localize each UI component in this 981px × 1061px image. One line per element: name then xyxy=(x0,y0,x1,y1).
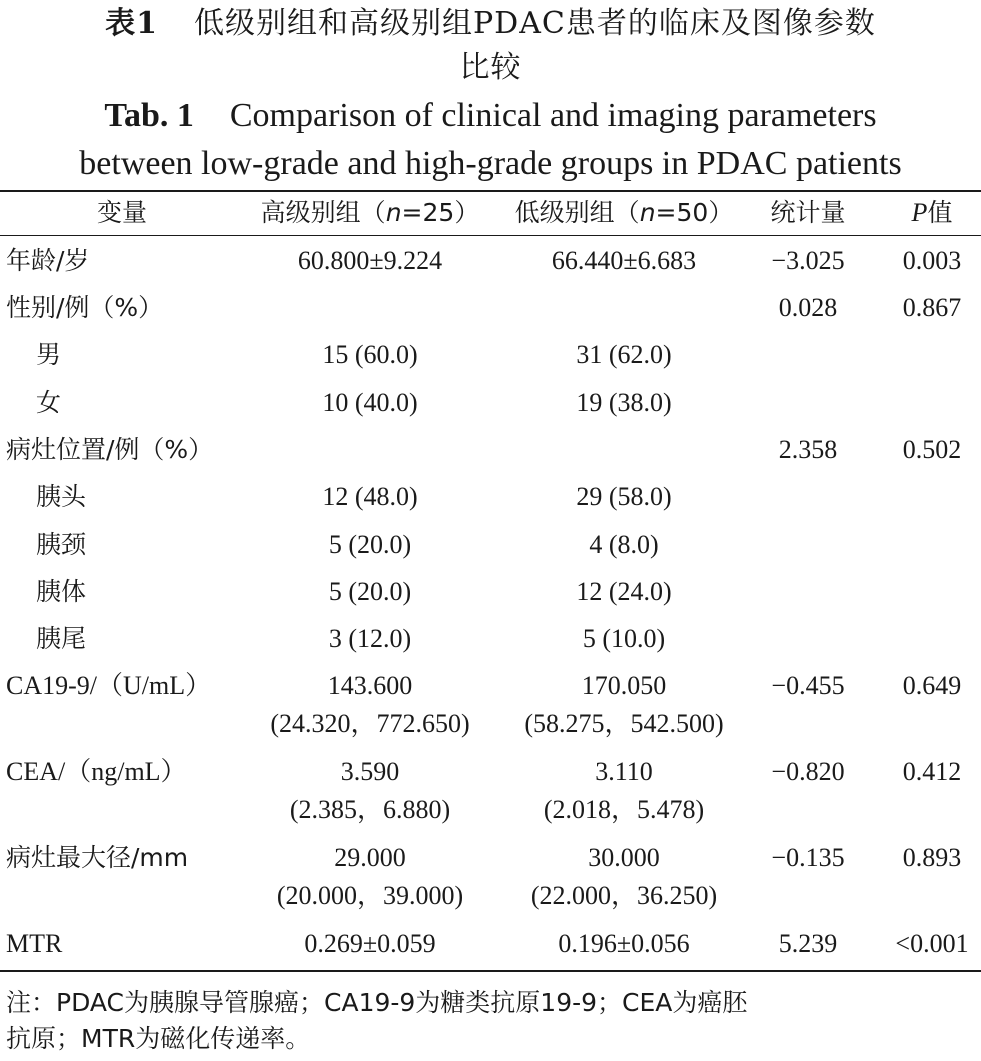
caption-cn-line2: 比较 xyxy=(459,50,522,85)
row-cea-stat: −0.820 xyxy=(771,757,845,786)
row-ca199-p: 0.649 xyxy=(902,671,962,700)
row-ca199-label: CA19-9/（U/mL） xyxy=(6,671,212,700)
caption-en-title: Comparison of clinical and imaging parameters xyxy=(229,97,877,134)
row-sex-label: 性别/例（%） xyxy=(6,293,164,322)
row-cea-low: 3.110 xyxy=(595,757,653,786)
row-head-label: 胰头 xyxy=(36,482,87,511)
caption-cn-line1 xyxy=(0,4,981,44)
header-low-prefix: 低级别组（ xyxy=(514,198,640,227)
row-neck-low: 4 (8.0) xyxy=(589,530,659,559)
row-ca199-low-range: (58.275，542.500) xyxy=(524,709,724,738)
row-age-high: 60.800±9.224 xyxy=(297,246,443,275)
row-location-label: 病灶位置/例（%） xyxy=(6,435,214,464)
row-cea-high: 3.590 xyxy=(340,757,400,786)
caption-en-line1 xyxy=(0,94,981,138)
table-note-line2: 抗原；MTR为磁化传递率。 xyxy=(6,1024,311,1053)
table-top-rule xyxy=(0,190,981,192)
table-header-rule xyxy=(0,235,981,236)
row-mtr-high: 0.269±0.059 xyxy=(304,929,436,958)
table-bottom-rule xyxy=(0,970,981,972)
row-ca199-low: 170.050 xyxy=(581,671,667,700)
row-tail-low: 5 (10.0) xyxy=(582,624,666,653)
row-location-stat: 2.358 xyxy=(778,435,838,464)
row-mtr-p: <0.001 xyxy=(895,929,969,958)
row-cea-label: CEA/（ng/mL） xyxy=(6,757,187,786)
row-head-low: 29 (58.0) xyxy=(576,482,672,511)
row-female-label: 女 xyxy=(36,388,62,417)
row-body-label: 胰体 xyxy=(36,577,87,606)
header-low-group xyxy=(515,198,734,228)
row-diam-low-range: (22.000，36.250) xyxy=(530,881,718,910)
row-neck-label: 胰颈 xyxy=(36,530,87,559)
row-cea-low-range: (2.018，5.478) xyxy=(543,795,705,824)
row-female-low: 19 (38.0) xyxy=(576,388,672,417)
header-p-value xyxy=(912,198,953,228)
row-head-high: 12 (48.0) xyxy=(322,482,418,511)
header-low-suffix: =50） xyxy=(655,198,734,227)
row-diam-p: 0.893 xyxy=(902,843,962,872)
row-diam-high: 29.000 xyxy=(334,843,406,872)
caption-cn-title: 低级别组和高级别组PDAC患者的临床及图像参数 xyxy=(194,6,876,41)
row-mtr-low: 0.196±0.056 xyxy=(558,929,690,958)
row-tail-label: 胰尾 xyxy=(36,624,87,653)
row-male-high: 15 (60.0) xyxy=(322,340,418,369)
header-statistic: 统计量 xyxy=(770,198,846,227)
table-note-line1: 注：PDAC为胰腺导管腺癌；CA19-9为糖类抗原19-9；CEA为癌胚 xyxy=(6,988,748,1017)
header-high-group xyxy=(261,198,480,228)
row-diam-low: 30.000 xyxy=(588,843,660,872)
row-cea-high-range: (2.385，6.880) xyxy=(289,795,451,824)
row-age-low: 66.440±6.683 xyxy=(551,246,697,275)
row-sex-p: 0.867 xyxy=(902,293,962,322)
row-cea-p: 0.412 xyxy=(902,757,962,786)
header-high-n: n xyxy=(385,198,402,227)
row-tail-high: 3 (12.0) xyxy=(328,624,412,653)
header-high-prefix: 高级别组（ xyxy=(260,198,386,227)
caption-en-line2: between low-grade and high-grade groups in PDAC patients xyxy=(79,145,902,182)
header-high-suffix: =25） xyxy=(401,198,480,227)
header-low-n: n xyxy=(639,198,656,227)
row-ca199-high: 143.600 xyxy=(327,671,413,700)
row-neck-high: 5 (20.0) xyxy=(328,530,412,559)
row-location-p: 0.502 xyxy=(902,435,962,464)
row-diam-stat: −0.135 xyxy=(771,843,845,872)
row-ca199-stat: −0.455 xyxy=(771,671,845,700)
row-age-stat: −3.025 xyxy=(771,246,845,275)
row-age-label: 年龄/岁 xyxy=(6,246,90,275)
row-ca199-high-range: (24.320，772.650) xyxy=(270,709,470,738)
row-body-high: 5 (20.0) xyxy=(328,577,412,606)
caption-cn-number: 表1 xyxy=(105,6,158,41)
caption-en-number: Tab. 1 xyxy=(104,97,194,134)
row-sex-stat: 0.028 xyxy=(778,293,838,322)
header-p-suffix: 值 xyxy=(927,198,953,227)
header-p-italic: P xyxy=(911,198,928,227)
row-male-low: 31 (62.0) xyxy=(576,340,672,369)
row-age-p: 0.003 xyxy=(902,246,962,275)
row-mtr-stat: 5.239 xyxy=(778,929,838,958)
row-female-high: 10 (40.0) xyxy=(322,388,418,417)
row-mtr-label: MTR xyxy=(6,929,63,958)
row-diam-high-range: (20.000，39.000) xyxy=(276,881,464,910)
row-body-low: 12 (24.0) xyxy=(576,577,672,606)
row-male-label: 男 xyxy=(36,340,62,369)
row-diam-label: 病灶最大径/mm xyxy=(6,843,189,872)
header-variable: 变量 xyxy=(96,198,148,227)
